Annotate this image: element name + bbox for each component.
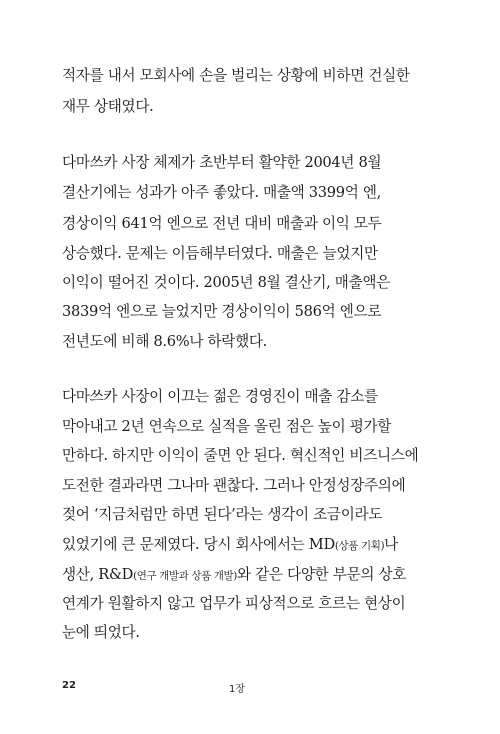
line-text: 와 같은 다양한 부문의 상호 [236,566,407,583]
text-line: 적자를 내서 모회사에 손을 벌리는 상황에 비하면 건실한 [62,67,410,84]
text-line: 재무 상태였다. [62,98,154,115]
text-line: 만하다. 하지만 이익이 줄면 안 된다. 혁신적인 비즈니스에 [62,447,419,464]
text-line: 막아내고 2년 연속으로 실적을 올린 점은 높이 평가할 [62,418,392,435]
text-line: 도전한 결과라면 그나마 괜찮다. 그러나 안정성장주의에 [62,477,406,494]
text-line: 이익이 떨어진 것이다. 2005년 8월 결산기, 매출액은 [62,274,390,291]
text-line-with-note [62,535,398,556]
text-line: 경상이익 641억 엔으로 전년 대비 매출과 이익 모두 [62,215,382,232]
chapter-label: 1장 [229,684,246,695]
page-number: 22 [62,680,76,691]
line-text: 나 [384,536,398,553]
text-line: 젖어 ‘지금처럼만 하면 된다’라는 생각이 조금이라도 [62,506,383,523]
text-line: 3839억 엔으로 늘었지만 경상이익이 586억 엔으로 [62,303,382,320]
text-line: 눈에 띄었다. [62,624,140,641]
text-line: 상승했다. 문제는 이듬해부터였다. 매출은 늘었지만 [62,245,378,262]
text-line-with-note [62,565,406,586]
text-line: 결산기에는 성과가 아주 좋았다. 매출액 3399억 엔, [62,184,382,201]
line-text: 있었기에 큰 문제였다. 당시 회사에서는 MD [62,536,335,553]
text-line: 다마쓰카 사장이 이끄는 젊은 경영진이 매출 감소를 [62,388,378,405]
line-text: 생산, R&D [62,566,134,583]
text-line: 다마쓰카 사장 체제가 초반부터 활약한 2004년 8월 [62,154,382,171]
text-line: 전년도에 비해 8.6%나 하락했다. [62,333,268,350]
text-line: 연계가 원활하지 않고 업무가 피상적으로 흐르는 현상이 [62,595,406,612]
inline-note: (연구 개발과 상품 개발) [133,570,237,582]
inline-note: (상품 기획) [334,540,385,552]
